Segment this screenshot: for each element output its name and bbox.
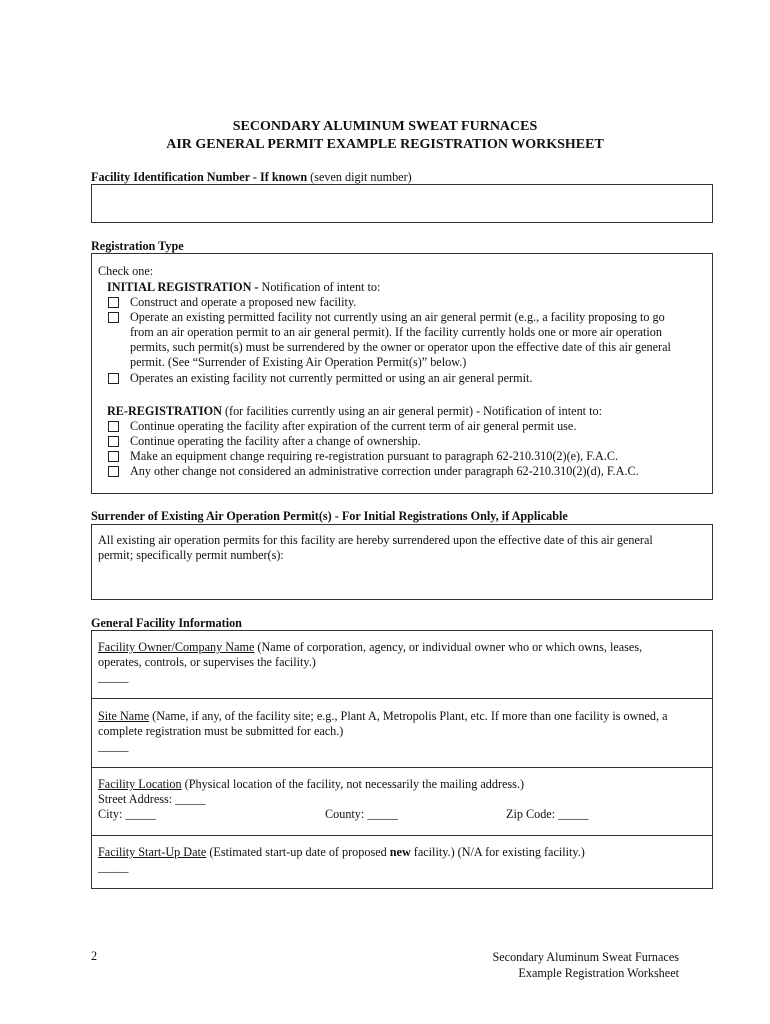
- startup-date-note-a: (Estimated start-up date of proposed: [209, 845, 387, 859]
- page-number: 2: [91, 949, 98, 963]
- checkbox-change-of-ownership[interactable]: [108, 436, 119, 447]
- location-note: (Physical location of the facility, not necessarily the mailing address.): [184, 777, 525, 791]
- footer-line-1: Secondary Aluminum Sweat Furnaces: [492, 950, 679, 964]
- option-operate-existing-permitted-line-2: from an air operation permit to an air general permit). If the facility currently holds one or more air operation: [130, 325, 662, 339]
- owner-name-note-2: operates, controls, or supervises the facility.): [98, 655, 316, 669]
- option-construct-new: Construct and operate a proposed new facility.: [130, 295, 357, 309]
- option-other-change: Any other change not considered an administrative correction under paragraph 62-210.310(2)(d), F.A.C.: [130, 464, 639, 478]
- general-info-box: [91, 630, 713, 889]
- checkbox-operate-existing-permitted[interactable]: [108, 312, 119, 323]
- site-name-note-2: complete registration must be submitted for each.): [98, 724, 344, 738]
- re-registration-heading-rest: (for facilities currently using an air general permit) - Notification of intent to:: [224, 404, 602, 418]
- initial-registration-heading-rest: Notification of intent to:: [261, 280, 381, 294]
- owner-name-label: Facility Owner/Company Name: [98, 640, 255, 654]
- site-name-text-line-1: [98, 709, 668, 724]
- option-operate-existing-permitted-line-1: Operate an existing permitted facility not currently using an air general permit (e.g., a facility proposing to go: [130, 310, 665, 324]
- initial-registration-heading: [107, 280, 380, 295]
- startup-date-note-bold: new: [389, 845, 411, 859]
- facility-id-label: [91, 170, 412, 185]
- startup-date-label: Facility Start-Up Date: [98, 845, 207, 859]
- owner-name-note-1: (Name of corporation, agency, or individual owner who or which owns, leases,: [257, 640, 643, 654]
- startup-date-blank[interactable]: _____: [98, 860, 129, 874]
- owner-name-blank[interactable]: _____: [98, 670, 129, 684]
- option-operates-existing-unpermitted: Operates an existing facility not currently permitted or using an air general permit.: [130, 371, 533, 385]
- owner-name-text-line-1: [98, 640, 642, 655]
- divider: [92, 835, 712, 836]
- option-operate-existing-permitted-line-3: permits, such permit(s) must be surrendered by the owner or operator upon the effective date of this air general: [130, 340, 671, 354]
- surrender-text-line-1: All existing air operation permits for this facility are hereby surrendered upon the effective date of this air general: [98, 533, 653, 547]
- surrender-label: Surrender of Existing Air Operation Permit(s) - For Initial Registrations Only, if Applicable: [91, 509, 568, 523]
- startup-date-text-line: [98, 845, 585, 860]
- location-label: Facility Location: [98, 777, 182, 791]
- city-field[interactable]: City: _____: [98, 807, 156, 821]
- registration-type-label: Registration Type: [91, 239, 184, 253]
- checkbox-equipment-change[interactable]: [108, 451, 119, 462]
- option-operate-existing-permitted-line-4: permit. (See “Surrender of Existing Air Operation Permit(s)” below.): [130, 355, 467, 369]
- divider: [92, 698, 712, 699]
- re-registration-heading: [107, 404, 602, 419]
- page-title-line-1: SECONDARY ALUMINUM SWEAT FURNACES: [232, 119, 538, 134]
- surrender-box[interactable]: [91, 524, 713, 600]
- facility-id-input-box[interactable]: [91, 184, 713, 223]
- footer-document-title: [492, 949, 679, 981]
- site-name-blank[interactable]: _____: [98, 739, 129, 753]
- surrender-text-line-2: permit; specifically permit number(s):: [98, 548, 284, 562]
- zip-code-field[interactable]: Zip Code: _____: [506, 807, 589, 821]
- site-name-note-1: (Name, if any, of the facility site; e.g., Plant A, Metropolis Plant, etc. If more than one facility is owned, a: [152, 709, 668, 723]
- option-change-of-ownership: Continue operating the facility after a change of ownership.: [130, 434, 421, 448]
- option-continue-after-expiration: Continue operating the facility after expiration of the current term of air general permit use.: [130, 419, 577, 433]
- page-title-line-2: AIR GENERAL PERMIT EXAMPLE REGISTRATION WORKSHEET: [166, 137, 604, 152]
- street-address-field[interactable]: Street Address: _____: [98, 792, 206, 806]
- checkbox-construct-new[interactable]: [108, 297, 119, 308]
- registration-type-box: [91, 253, 713, 494]
- general-info-label: General Facility Information: [91, 616, 242, 630]
- re-registration-heading-bold: RE-REGISTRATION: [107, 404, 222, 418]
- startup-date-note-b: facility.) (N/A for existing facility.): [413, 845, 585, 859]
- option-equipment-change: Make an equipment change requiring re-registration pursuant to paragraph 62-210.310(2)(e), F.A.C.: [130, 449, 619, 463]
- facility-id-label-bold: Facility Identification Number - If known: [91, 170, 308, 184]
- divider: [92, 767, 712, 768]
- initial-registration-heading-bold: INITIAL REGISTRATION -: [107, 280, 259, 294]
- checkbox-operates-existing-unpermitted[interactable]: [108, 373, 119, 384]
- county-field[interactable]: County: _____: [325, 807, 398, 821]
- check-one-text: Check one:: [98, 264, 154, 278]
- site-name-label: Site Name: [98, 709, 150, 723]
- checkbox-other-change[interactable]: [108, 466, 119, 477]
- facility-id-label-note: (seven digit number): [310, 170, 412, 184]
- checkbox-continue-after-expiration[interactable]: [108, 421, 119, 432]
- location-text-line: [98, 777, 524, 792]
- footer-line-2: Example Registration Worksheet: [518, 966, 679, 980]
